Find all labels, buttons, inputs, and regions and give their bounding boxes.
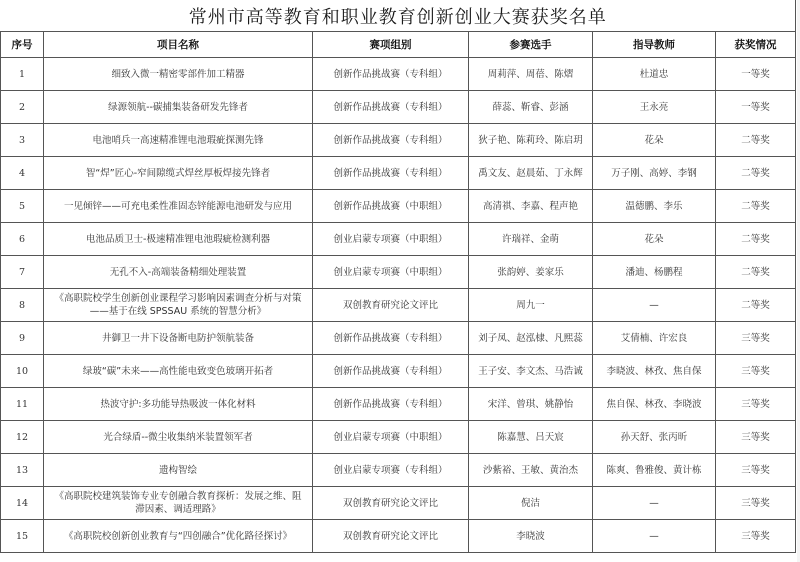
document-title: 常州市高等教育和职业教育创新创业大赛获奖名单 (1, 0, 796, 32)
header-advisors: 指导教师 (593, 32, 716, 58)
cell-category: 双创教育研究论文评比 (313, 289, 469, 322)
cell-award: 二等奖 (716, 256, 796, 289)
cell-project: 绿源领航--碳捕集装备研发先锋者 (44, 91, 313, 124)
table-header-row (1, 32, 796, 58)
cell-index: 10 (1, 355, 44, 388)
cell-advisors: 孙天舒、张丙昕 (593, 421, 716, 454)
cell-project: 热波守护:多功能导热吸波一体化材料 (44, 388, 313, 421)
table-row (1, 289, 796, 322)
cell-category: 创新作品挑战赛（专科组） (313, 157, 469, 190)
cell-index: 6 (1, 223, 44, 256)
table-row (1, 421, 796, 454)
cell-advisors: 花朵 (593, 223, 716, 256)
cell-award: 一等奖 (716, 91, 796, 124)
cell-category: 创业启蒙专项赛（中职组） (313, 223, 469, 256)
cell-project: 《高职院校建筑装饰专业专创融合教育探析：发展之维、阻滞因素、调适理路》 (44, 487, 313, 520)
cell-participants: 薛蕊、靳睿、彭涵 (469, 91, 593, 124)
cell-project: 一见倾锌——可充电柔性准固态锌能源电池研发与应用 (44, 190, 313, 223)
cell-project: 无孔不入-高端装备精细处理装置 (44, 256, 313, 289)
cell-advisors: 潘迪、杨鹏程 (593, 256, 716, 289)
cell-category: 创新作品挑战赛（专科组） (313, 388, 469, 421)
cell-index: 14 (1, 487, 44, 520)
cell-advisors: 焦自保、林孜、李晓波 (593, 388, 716, 421)
cell-project: 电池哨兵一高速精准锂电池瑕疵探测先锋 (44, 124, 313, 157)
cell-project: 绿玻“碳”未来——高性能电致变色玻璃开拓者 (44, 355, 313, 388)
cell-advisors: 陈爽、鲁雅俊、黄计栋 (593, 454, 716, 487)
cell-participants: 刘子凤、赵泓棣、凡熙蕊 (469, 322, 593, 355)
cell-participants: 沙紫裕、王敏、黄治杰 (469, 454, 593, 487)
header-category: 赛项组别 (313, 32, 469, 58)
cell-advisors: 王永亮 (593, 91, 716, 124)
cell-advisors: 杜道忠 (593, 58, 716, 91)
cell-category: 双创教育研究论文评比 (313, 487, 469, 520)
cell-project: 光合绿盾--微尘收集纳米装置领军者 (44, 421, 313, 454)
table-body (1, 58, 796, 553)
cell-category: 创业启蒙专项赛（中职组） (313, 256, 469, 289)
table-row (1, 256, 796, 289)
cell-project: 《高职院校创新创业教育与“四创融合”优化路径探讨》 (44, 520, 313, 553)
cell-index: 5 (1, 190, 44, 223)
cell-participants: 李晓波 (469, 520, 593, 553)
header-project: 项目名称 (44, 32, 313, 58)
table-row (1, 520, 796, 553)
table-row (1, 355, 796, 388)
cell-category: 创新作品挑战赛（专科组） (313, 322, 469, 355)
cell-category: 创新作品挑战赛（专科组） (313, 91, 469, 124)
cell-participants: 禹文友、赵晨茹、丁永辉 (469, 157, 593, 190)
cell-award: 三等奖 (716, 322, 796, 355)
cell-participants: 王子安、李文杰、马浩诚 (469, 355, 593, 388)
table-row (1, 487, 796, 520)
cell-index: 8 (1, 289, 44, 322)
title-row (1, 0, 796, 32)
header-index: 序号 (1, 32, 44, 58)
cell-award: 二等奖 (716, 190, 796, 223)
table-row (1, 388, 796, 421)
cell-advisors: 李晓波、林孜、焦自保 (593, 355, 716, 388)
cell-award: 三等奖 (716, 487, 796, 520)
cell-project: 细致入微一精密零部件加工精器 (44, 58, 313, 91)
cell-project: 遗构智绘 (44, 454, 313, 487)
cell-index: 4 (1, 157, 44, 190)
cell-category: 创业启蒙专项赛（中职组） (313, 421, 469, 454)
cell-participants: 高清祺、李嘉、程声艳 (469, 190, 593, 223)
table-row (1, 322, 796, 355)
cell-category: 创新作品挑战赛（专科组） (313, 355, 469, 388)
cell-advisors: 艾倩楠、许宏良 (593, 322, 716, 355)
table-row (1, 91, 796, 124)
cell-participants: 宋洋、曾琪、姚静怡 (469, 388, 593, 421)
cell-award: 三等奖 (716, 421, 796, 454)
cell-index: 3 (1, 124, 44, 157)
cell-index: 13 (1, 454, 44, 487)
cell-award: 二等奖 (716, 223, 796, 256)
cell-advisors: 花朵 (593, 124, 716, 157)
table-row (1, 454, 796, 487)
header-award: 获奖情况 (716, 32, 796, 58)
cell-participants: 周莉萍、周蓓、陈熠 (469, 58, 593, 91)
table-row (1, 190, 796, 223)
cell-participants: 许瑞祥、金萌 (469, 223, 593, 256)
cell-participants: 周九一 (469, 289, 593, 322)
cell-award: 三等奖 (716, 388, 796, 421)
cell-index: 11 (1, 388, 44, 421)
cell-participants: 张韵婷、姜家乐 (469, 256, 593, 289)
cell-category: 双创教育研究论文评比 (313, 520, 469, 553)
cell-advisors: 万子刚、高婷、李钢 (593, 157, 716, 190)
table-row (1, 157, 796, 190)
cell-index: 12 (1, 421, 44, 454)
cell-advisors: — (593, 487, 716, 520)
table-row (1, 223, 796, 256)
cell-index: 9 (1, 322, 44, 355)
cell-advisors: — (593, 289, 716, 322)
cell-category: 创新作品挑战赛（中职组） (313, 190, 469, 223)
cell-award: 二等奖 (716, 289, 796, 322)
table-row (1, 58, 796, 91)
cell-award: 三等奖 (716, 454, 796, 487)
cell-project: 井御卫一井下设备断电防护领航装备 (44, 322, 313, 355)
cell-index: 7 (1, 256, 44, 289)
cell-advisors: — (593, 520, 716, 553)
table-row (1, 124, 796, 157)
cell-participants: 狄子艳、陈莉玲、陈启玥 (469, 124, 593, 157)
cell-participants: 陈嘉慧、吕天宸 (469, 421, 593, 454)
cell-index: 15 (1, 520, 44, 553)
cell-advisors: 温德鹏、李乐 (593, 190, 716, 223)
cell-category: 创业启蒙专项赛（专科组） (313, 454, 469, 487)
cell-award: 二等奖 (716, 157, 796, 190)
cell-project: 智“焊”匠心-窄间隙缆式焊丝厚板焊接先锋者 (44, 157, 313, 190)
cell-award: 一等奖 (716, 58, 796, 91)
cell-project: 《高职院校学生创新创业课程学习影响因素调查分析与对策——基于在线 SPSSAU 系统的智慧分析》 (44, 289, 313, 322)
cell-index: 2 (1, 91, 44, 124)
header-participants: 参赛选手 (469, 32, 593, 58)
cell-category: 创新作品挑战赛（专科组） (313, 124, 469, 157)
cell-index: 1 (1, 58, 44, 91)
cell-category: 创新作品挑战赛（专科组） (313, 58, 469, 91)
cell-participants: 倪洁 (469, 487, 593, 520)
cell-award: 三等奖 (716, 520, 796, 553)
cell-project: 电池品质卫士-极速精准锂电池瑕疵检测利器 (44, 223, 313, 256)
cell-award: 二等奖 (716, 124, 796, 157)
cell-award: 三等奖 (716, 355, 796, 388)
